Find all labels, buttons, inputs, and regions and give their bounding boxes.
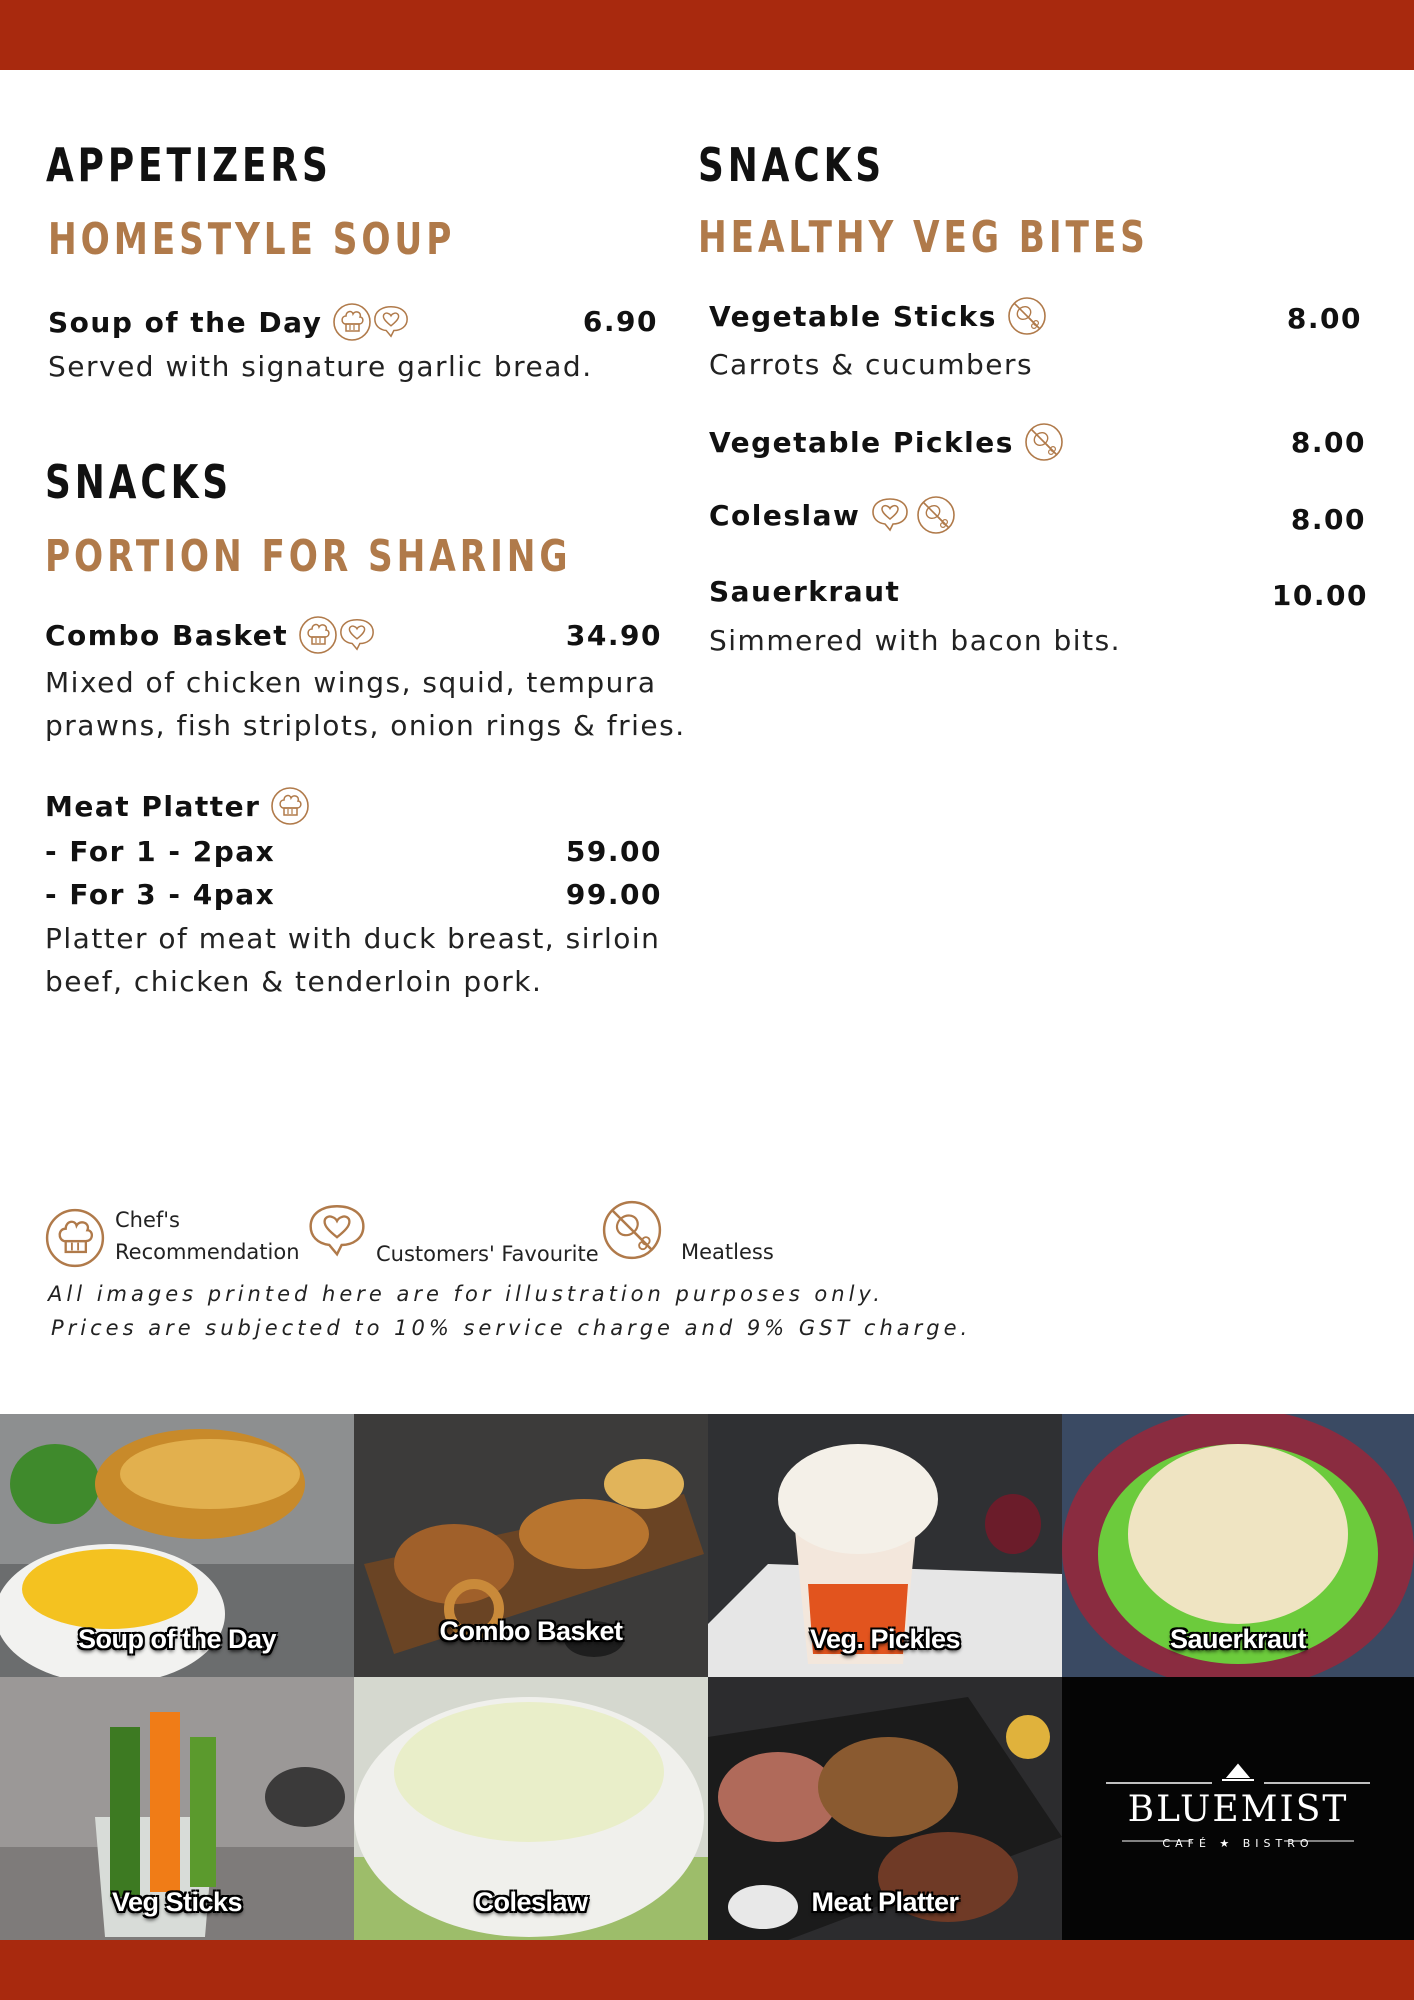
top-band bbox=[0, 0, 1414, 70]
item-price: 34.90 bbox=[565, 619, 662, 652]
item-description-line: Platter of meat with duck breast, sirloin bbox=[45, 922, 661, 955]
menu-item-vegetable-pickles bbox=[709, 422, 1064, 462]
appetizers-heading: APPETIZERS bbox=[46, 138, 332, 192]
bottom-band bbox=[0, 1940, 1414, 2000]
photo-soup-of-the-day bbox=[0, 1414, 354, 1677]
item-name: Sauerkraut bbox=[709, 575, 901, 608]
option-price: 59.00 bbox=[565, 835, 662, 868]
item-description-line: beef, chicken & tenderloin pork. bbox=[45, 965, 543, 998]
legend-chef-line1: Chef's bbox=[115, 1208, 180, 1232]
snacks-heading-right: SNACKS bbox=[698, 138, 886, 192]
healthy-veg-bites-heading: HEALTHY VEG BITES bbox=[698, 212, 1149, 263]
heart-icon bbox=[870, 495, 910, 535]
item-description: Carrots & cucumbers bbox=[709, 348, 1034, 381]
homestyle-soup-heading: HOMESTYLE SOUP bbox=[48, 214, 456, 265]
option-price: 99.00 bbox=[565, 878, 662, 911]
item-name: Coleslaw bbox=[709, 498, 861, 532]
item-name: Vegetable Sticks bbox=[709, 299, 997, 333]
legend-chef-line2: Recommendation bbox=[115, 1240, 300, 1264]
menu-item-meat-platter bbox=[45, 786, 310, 826]
chef-icon bbox=[298, 615, 338, 655]
snacks-heading-left: SNACKS bbox=[45, 455, 233, 509]
item-name: Combo Basket bbox=[45, 618, 289, 652]
item-name: Soup of the Day bbox=[48, 305, 323, 339]
meatless-icon bbox=[1024, 422, 1064, 462]
menu-item-vegetable-sticks bbox=[709, 296, 1047, 336]
item-price: 8.00 bbox=[1286, 302, 1362, 335]
service-charge-note: Prices are subjected to 10% service charge and 9% GST charge. bbox=[51, 1316, 972, 1340]
brand-tagline: CAFÉ ★ BISTRO bbox=[1162, 1837, 1314, 1850]
tile-label: Veg Sticks bbox=[111, 1887, 243, 1917]
platter-option bbox=[45, 835, 275, 868]
tile-label: Coleslaw bbox=[474, 1887, 588, 1917]
tile-label: Veg. Pickles bbox=[809, 1624, 961, 1654]
tile-label: Combo Basket bbox=[439, 1616, 623, 1646]
platter-option bbox=[45, 878, 275, 911]
chef-icon bbox=[270, 786, 310, 826]
portion-for-sharing-heading: PORTION FOR SHARING bbox=[45, 531, 572, 582]
photo-combo-basket bbox=[354, 1414, 708, 1677]
tile-label: Meat Platter bbox=[811, 1887, 959, 1917]
meatless-icon bbox=[916, 495, 956, 535]
item-description-line: Mixed of chicken wings, squid, tempura bbox=[45, 666, 657, 699]
menu-item-sauerkraut bbox=[709, 575, 900, 608]
option-label: - For 3 - 4pax bbox=[45, 878, 276, 911]
menu-item-combo bbox=[45, 615, 376, 655]
item-price: 8.00 bbox=[1290, 503, 1366, 536]
illustration-note: All images printed here are for illustration purposes only. bbox=[48, 1282, 884, 1306]
legend-meatless: Meatless bbox=[681, 1240, 774, 1264]
heart-icon bbox=[372, 303, 410, 341]
item-name: Meat Platter bbox=[45, 789, 261, 823]
photo-coleslaw bbox=[354, 1677, 708, 1940]
option-label: - For 1 - 2pax bbox=[45, 835, 276, 868]
tile-label: Sauerkraut bbox=[1169, 1624, 1307, 1654]
chef-icon bbox=[332, 302, 372, 342]
tile-label: Soup of the Day bbox=[77, 1624, 276, 1654]
meatless-icon bbox=[1007, 296, 1047, 336]
item-name: Vegetable Pickles bbox=[709, 425, 1014, 459]
photo-meat-platter bbox=[708, 1677, 1062, 1940]
heart-icon bbox=[306, 1200, 368, 1262]
chef-icon bbox=[44, 1207, 106, 1269]
item-price: 8.00 bbox=[1290, 426, 1366, 459]
menu-item-soup bbox=[48, 302, 410, 342]
heart-icon bbox=[338, 616, 376, 654]
photo-veg-pickles bbox=[708, 1414, 1062, 1677]
photo-sauerkraut bbox=[1062, 1414, 1414, 1677]
legend-favourite: Customers' Favourite bbox=[376, 1242, 599, 1266]
brand-name: BLUEMIST bbox=[1127, 1789, 1349, 1830]
meatless-icon bbox=[601, 1199, 663, 1261]
menu-item-coleslaw bbox=[709, 495, 956, 535]
item-price: 6.90 bbox=[582, 305, 658, 338]
photo-veg-sticks bbox=[0, 1677, 354, 1940]
item-description-line: prawns, fish striplots, onion rings & fries. bbox=[45, 709, 686, 742]
item-price: 10.00 bbox=[1271, 579, 1368, 612]
item-description: Served with signature garlic bread. bbox=[48, 350, 593, 383]
brand-logo bbox=[1062, 1677, 1414, 1940]
item-description: Simmered with bacon bits. bbox=[709, 624, 1122, 657]
